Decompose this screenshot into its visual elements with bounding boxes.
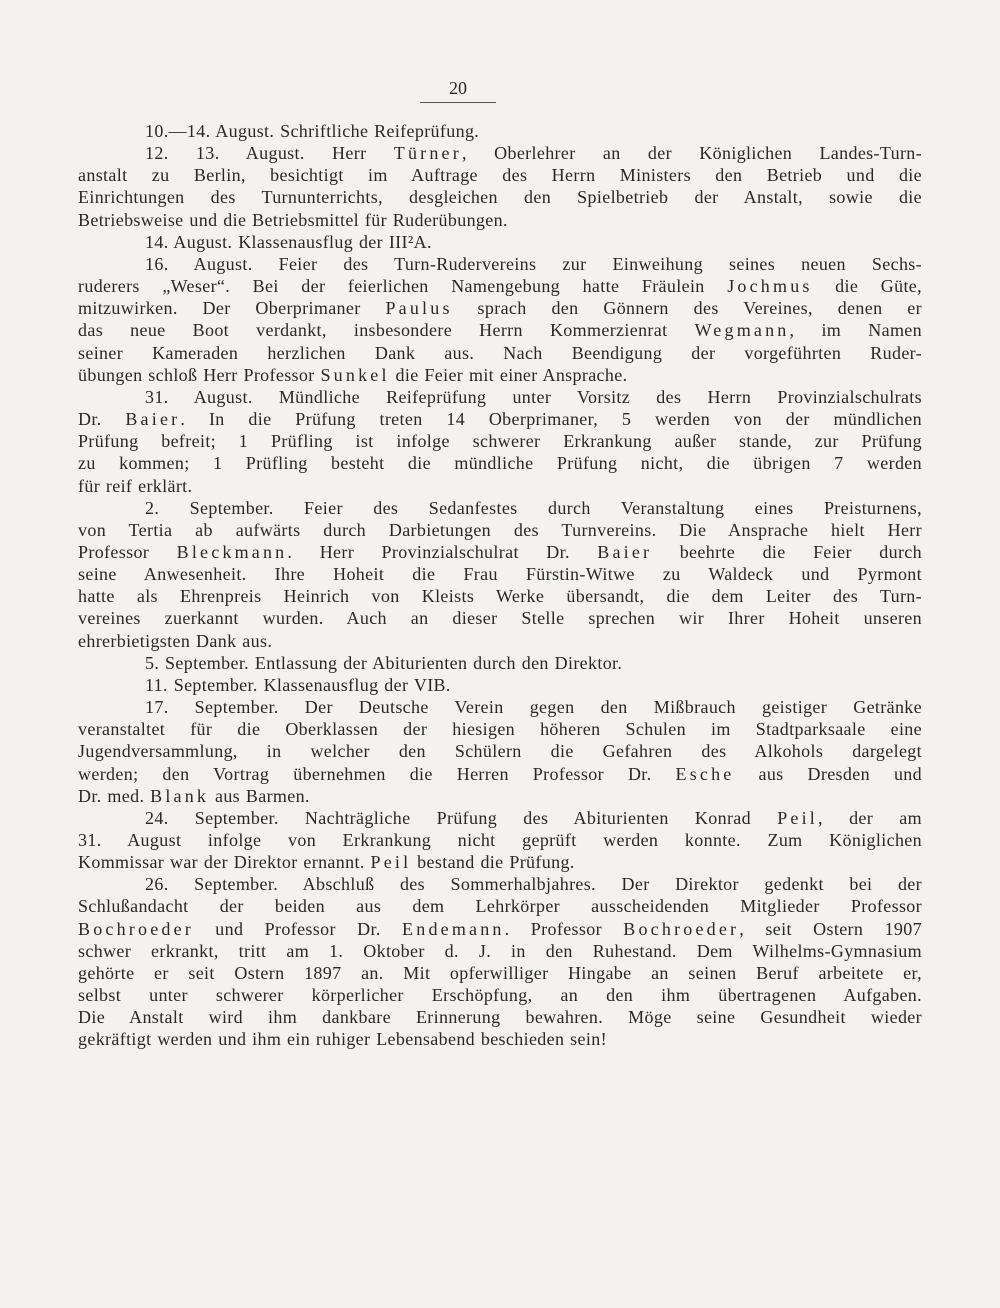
spaced-name: Paulus [385, 298, 453, 319]
text-line [78, 319, 922, 341]
text-line [78, 519, 922, 541]
text-segment: werden; den Vortrag übernehmen die Herren Professor Dr. [78, 763, 676, 784]
spaced-name: Peil [777, 807, 819, 828]
paragraph [78, 497, 922, 652]
spaced-name: Bleckmann [176, 541, 288, 562]
spaced-name: Jochmus [727, 276, 813, 297]
text-line [78, 674, 922, 696]
text-segment: Prüfung befreit; 1 Prüfling ist infolge schwerer Erkrankung außer stande, zur Prüfung [78, 431, 922, 452]
spaced-name: Türner [393, 143, 462, 164]
text-segment: 11. September. Klassenausflug der VIB. [145, 674, 451, 695]
text-segment: Professor [78, 541, 177, 562]
text-line [78, 829, 922, 851]
text-line [78, 1006, 922, 1028]
text-line [78, 209, 922, 231]
text-line [78, 297, 922, 319]
text-segment: zu kommen; 1 Prüfling besteht die mündliche Prüfung nicht, die übrigen 7 werden [78, 453, 922, 474]
text-line [78, 231, 922, 253]
text-line [78, 873, 922, 895]
paragraph [78, 120, 922, 142]
text-segment: seiner Kameraden herzlichen Dank aus. Nach Beendigung der vorgeführten Ruder- [78, 342, 922, 363]
paragraph [78, 253, 922, 386]
text-line [78, 253, 922, 275]
text-line [78, 962, 922, 984]
text-line [78, 497, 922, 519]
spaced-name: Blank [150, 785, 210, 806]
spaced-name: Sunkel [320, 364, 390, 385]
spaced-name: Peil [370, 852, 412, 873]
text-line [78, 696, 922, 718]
text-line [78, 541, 922, 563]
text-segment: . In die Prüfung treten 14 Oberprimaner, 5 werden von der mündlichen [180, 409, 922, 430]
text-segment: Kommissar war der Direktor ernannt. [78, 852, 371, 873]
text-segment: , seit Ostern 1907 [739, 918, 922, 939]
text-line [78, 607, 922, 629]
text-segment: sprach den Gönnern des Vereines, denen er [452, 298, 922, 319]
paragraph [78, 142, 922, 231]
text-line [78, 652, 922, 674]
text-segment: bestand die Prüfung. [411, 852, 575, 873]
text-line [78, 452, 922, 474]
text-line [78, 430, 922, 452]
text-segment: und Professor Dr. [193, 918, 403, 939]
text-segment: Dr. [78, 409, 126, 430]
text-line [78, 563, 922, 585]
text-segment: aus Barmen. [209, 785, 310, 806]
text-segment: gekräftigt werden und ihm ein ruhiger Lebensabend beschieden sein! [78, 1029, 607, 1050]
text-segment: Dr. med. [78, 785, 151, 806]
text-segment: 26. September. Abschluß des Sommerhalbjahres. Der Direktor gedenkt bei der [145, 874, 922, 895]
spaced-name: Bochroeder [78, 918, 194, 939]
text-segment: ruderers „Weser“. Bei der feierlichen Namengebung hatte Fräulein [78, 276, 728, 297]
spaced-name: Baier [597, 541, 653, 562]
text-segment: 31. August. Mündliche Reifeprüfung unter Vorsitz des Herrn Provinzialschulrats [145, 386, 922, 407]
text-segment: 10.—14. August. Schriftliche Reifeprüfung. [145, 121, 480, 141]
text-segment: das neue Boot verdankt, insbesondere Herrn Kommerzienrat [78, 320, 695, 341]
paragraph [78, 674, 922, 696]
text-line [78, 851, 922, 873]
page-number: 20 [420, 78, 496, 103]
document-body [78, 120, 922, 1051]
text-line [78, 740, 922, 762]
text-segment: 24. September. Nachträgliche Prüfung des Abiturienten Konrad [145, 807, 778, 828]
text-line [78, 630, 922, 652]
text-line [78, 408, 922, 430]
paragraph [78, 873, 922, 1050]
text-segment: Schlußandacht der beiden aus dem Lehrkörper ausscheidenden Mitglieder Professor [78, 896, 922, 917]
text-line [78, 186, 922, 208]
text-segment: 16. August. Feier des Turn-Rudervereins zur Einweihung seines neuen Sechs- [145, 253, 922, 274]
spaced-name: Endemann [402, 918, 505, 939]
paragraph [78, 807, 922, 873]
text-line [78, 984, 922, 1006]
text-segment: Einrichtungen des Turnunterrichts, desgleichen den Spielbetrieb der Anstalt, sowie die [78, 187, 922, 208]
text-line [78, 895, 922, 917]
paragraph [78, 231, 922, 253]
text-segment: , Oberlehrer an der Königlichen Landes-Turn- [461, 143, 922, 164]
text-line [78, 342, 922, 364]
text-segment: übungen schloß Herr Professor [78, 364, 321, 385]
text-segment: . Herr Provinzialschulrat Dr. [287, 541, 598, 562]
text-segment: die Feier mit einer Ansprache. [389, 364, 628, 385]
text-segment: 5. September. Entlassung der Abiturienten durch den Direktor. [145, 652, 623, 673]
text-line [78, 120, 922, 142]
text-segment: die Güte, [812, 276, 922, 297]
text-line [78, 807, 922, 829]
text-line [78, 718, 922, 740]
text-segment: selbst unter schwerer körperlicher Erschöpfung, an den ihm übertragenen Aufgaben. [78, 985, 922, 1006]
text-segment: beehrte die Feier durch [652, 541, 922, 562]
text-segment: hatte als Ehrenpreis Heinrich von Kleists Werke übersandt, die dem Leiter des Turn- [78, 586, 922, 607]
text-segment: . Professor [504, 918, 624, 939]
text-segment: aus Dresden und [734, 763, 922, 784]
text-segment: Betriebsweise und die Betriebsmittel für Ruderübungen. [78, 209, 508, 230]
text-segment: ehrerbietigsten Dank aus. [78, 630, 273, 651]
text-segment: , der am [818, 807, 922, 828]
text-line [78, 1028, 922, 1050]
spaced-name: Esche [675, 763, 735, 784]
spaced-name: Bochroeder [623, 918, 740, 939]
text-segment: Die Anstalt wird ihm dankbare Erinnerung bewahren. Möge seine Gesundheit wieder [78, 1007, 922, 1028]
text-line [78, 475, 922, 497]
text-segment: mitzuwirken. Der Oberprimaner [78, 298, 386, 319]
text-segment: gehörte er seit Ostern 1897 an. Mit opferwilliger Hingabe an seinen Beruf arbeitete er, [78, 962, 922, 983]
paragraph [78, 386, 922, 497]
text-line [78, 785, 922, 807]
text-segment: seine Anwesenheit. Ihre Hoheit die Frau Fürstin-Witwe zu Waldeck und Pyrmont [78, 564, 922, 585]
text-segment: 14. August. Klassenausflug der III²A. [145, 231, 432, 252]
text-segment: 17. September. Der Deutsche Verein gegen den Mißbrauch geistiger Getränke [145, 697, 922, 718]
text-segment: für reif erklärt. [78, 475, 193, 496]
text-line [78, 386, 922, 408]
text-segment: vereines zuerkannt wurden. Auch an dieser Stelle sprechen wir Ihrer Hoheit unseren [78, 608, 922, 629]
text-segment: schwer erkrankt, tritt am 1. Oktober d. J. in den Ruhestand. Dem Wilhelms-Gymnasium [78, 940, 922, 961]
text-line [78, 364, 922, 386]
text-segment: anstalt zu Berlin, besichtigt im Auftrage des Herrn Ministers den Betrieb und die [78, 165, 922, 186]
text-line [78, 164, 922, 186]
text-line [78, 585, 922, 607]
text-segment: 12. 13. August. Herr [145, 143, 394, 164]
spaced-name: Baier [125, 409, 181, 430]
text-line [78, 142, 922, 164]
text-line [78, 275, 922, 297]
paragraph [78, 652, 922, 674]
text-line [78, 763, 922, 785]
text-segment: 2. September. Feier des Sedanfestes durch Veranstaltung eines Preisturnens, [145, 497, 922, 518]
text-segment: veranstaltet für die Oberklassen der hiesigen höheren Schulen im Stadtparksaale eine [78, 719, 922, 740]
text-segment: , im Namen [789, 320, 922, 341]
text-line [78, 940, 922, 962]
text-line [78, 918, 922, 940]
text-segment: von Tertia ab aufwärts durch Darbietungen des Turnvereins. Die Ansprache hielt Herr [78, 519, 922, 540]
text-segment: Jugendversammlung, in welcher den Schülern die Gefahren des Alkohols dargelegt [78, 741, 922, 762]
text-segment: 31. August infolge von Erkrankung nicht geprüft werden konnte. Zum Königlichen [78, 830, 922, 850]
spaced-name: Wegmann [694, 320, 790, 341]
paragraph [78, 696, 922, 807]
